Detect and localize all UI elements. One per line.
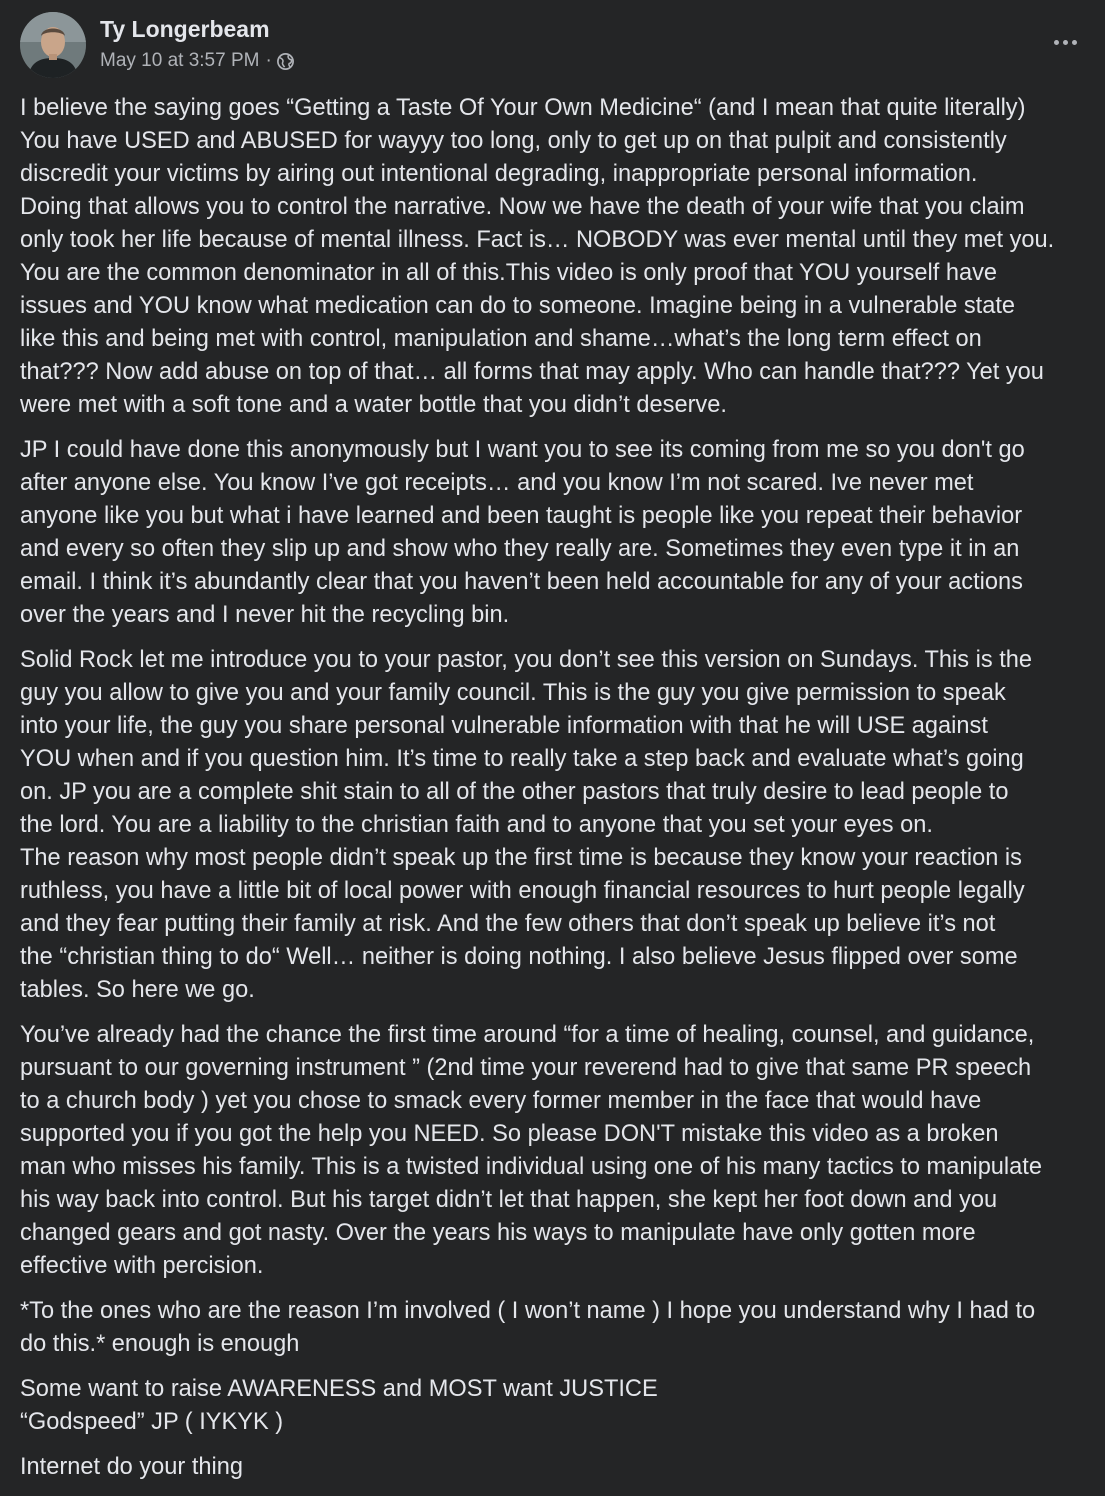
post-text-line: Doing that allows you to control the narrative. Now we have the death of your wife that you claim xyxy=(20,194,1025,220)
more-dot xyxy=(1072,40,1077,45)
post-text-line: Internet do your thing xyxy=(20,1454,243,1480)
post-text-line: issues and YOU know what medication can do to someone. Imagine being in a vulnerable state xyxy=(20,293,1016,319)
post-text-line: like this and being met with control, manipulation and shame…what’s the long term effect on xyxy=(20,326,982,352)
post-text-line: and they fear putting their family at risk. And the few others that don’t speak up believe it’s not xyxy=(20,911,996,937)
post-text-line: over the years and I never hit the recycling bin. xyxy=(20,602,510,628)
post-text-line: man who misses his family. This is a twisted individual using one of his many tactics to manipulate xyxy=(20,1154,1042,1180)
post-text-line: Some want to raise AWARENESS and MOST want JUSTICE xyxy=(20,1376,658,1402)
post-text-line: only took her life because of mental illness. Fact is… NOBODY was ever mental until they met you. xyxy=(20,227,1055,253)
post-text-line: on. JP you are a complete shit stain to all of the other pastors that truly desire to lead people to xyxy=(20,779,1009,805)
post-meta xyxy=(100,50,295,72)
post-text-line: tables. So here we go. xyxy=(20,977,255,1003)
post-text-line: Solid Rock let me introduce you to your pastor, you don’t see this version on Sundays. This is the xyxy=(20,647,1033,673)
post-text-line: to a church body ) yet you chose to smack every former member in the face that would have xyxy=(20,1088,982,1114)
post-text-line: that??? Now add abuse on top of that… all forms that may apply. Who can handle that??? Yet you xyxy=(20,359,1044,385)
post-header xyxy=(20,10,1085,78)
post-text-line: pursuant to our governing instrument ” (2nd time your reverend had to give that same PR speech xyxy=(20,1055,1032,1081)
post-text-line: discredit your victims by airing out intentional degrading, inappropriate personal information. xyxy=(20,161,978,187)
more-options-icon[interactable] xyxy=(1045,24,1085,60)
post-text-line: anyone like you but what i have learned and been taught is people like you repeat their behavior xyxy=(20,503,1023,529)
avatar-photo xyxy=(20,12,86,78)
post-text-line: into your life, the guy you share personal vulnerable information with that he will USE against xyxy=(20,713,988,739)
post-text-line: do this.* enough is enough xyxy=(20,1331,300,1357)
post-paragraph xyxy=(20,1295,1086,1361)
post-text-line: his way back into control. But his target didn’t let that happen, she kept her foot down and you xyxy=(20,1187,998,1213)
post-text-line: You have USED and ABUSED for wayyy too long, only to get up on that pulpit and consistently xyxy=(20,128,1007,154)
post-text-line: ruthless, you have a little bit of local power with enough financial resources to hurt people legally xyxy=(20,878,1025,904)
post-paragraph xyxy=(20,434,1086,632)
meta-separator: · xyxy=(265,50,272,71)
post-paragraph xyxy=(20,92,1086,422)
post-text-line: I believe the saying goes “Getting a Taste Of Your Own Medicine“ (and I mean that quite literally) xyxy=(20,95,1026,121)
post-text-line: email. I think it’s abundantly clear that you haven’t been held accountable for any of your actions xyxy=(20,569,1023,595)
more-dot xyxy=(1054,40,1059,45)
post-timestamp[interactable]: May 10 at 3:57 PM xyxy=(100,50,260,71)
post-paragraph xyxy=(20,1373,1086,1439)
post-body xyxy=(20,92,1086,1496)
post-text-line: supported you if you got the help you NEED. So please DON'T mistake this video as a broken xyxy=(20,1121,999,1147)
post-text-line: “Godspeed” JP ( IYKYK ) xyxy=(20,1409,284,1435)
post-text-line: YOU when and if you question him. It’s time to really take a step back and evaluate what’s going xyxy=(20,746,1024,772)
more-dot xyxy=(1063,40,1068,45)
post-paragraph xyxy=(20,1451,1086,1484)
author-name[interactable]: Ty Longerbeam xyxy=(100,16,270,42)
post-text-line: The reason why most people didn’t speak up the first time is because they know your reaction is xyxy=(20,845,1022,871)
globe-icon[interactable] xyxy=(276,52,295,71)
post-text-line: *To the ones who are the reason I’m involved ( I won’t name ) I hope you understand why I had to xyxy=(20,1298,1036,1324)
post-text-line: changed gears and got nasty. Over the years his ways to manipulate have only gotten more xyxy=(20,1220,976,1246)
post-text-line: and every so often they slip up and show who they really are. Sometimes they even type it in an xyxy=(20,536,1020,562)
post-text-line: after anyone else. You know I’ve got receipts… and you know I’m not scared. Ive never met xyxy=(20,470,974,496)
avatar[interactable] xyxy=(20,12,86,78)
post-paragraph xyxy=(20,1019,1086,1283)
post-text-line: the “christian thing to do“ Well… neither is doing nothing. I also believe Jesus flipped over some xyxy=(20,944,1018,970)
post-text-line: guy you allow to give you and your family council. This is the guy you give permission to speak xyxy=(20,680,1006,706)
post-text-line: the lord. You are a liability to the christian faith and to anyone that you set your eyes on. xyxy=(20,812,933,838)
post-text-line: You’ve already had the chance the first time around “for a time of healing, counsel, and guidance, xyxy=(20,1022,1035,1048)
post-text-line: effective with percision. xyxy=(20,1253,264,1279)
post-paragraph xyxy=(20,644,1086,1007)
post-text-line: JP I could have done this anonymously but I want you to see its coming from me so you don't go xyxy=(20,437,1025,463)
post-text-line: were met with a soft tone and a water bottle that you didn’t deserve. xyxy=(20,392,727,418)
post-text-line: You are the common denominator in all of this.This video is only proof that YOU yourself have xyxy=(20,260,998,286)
